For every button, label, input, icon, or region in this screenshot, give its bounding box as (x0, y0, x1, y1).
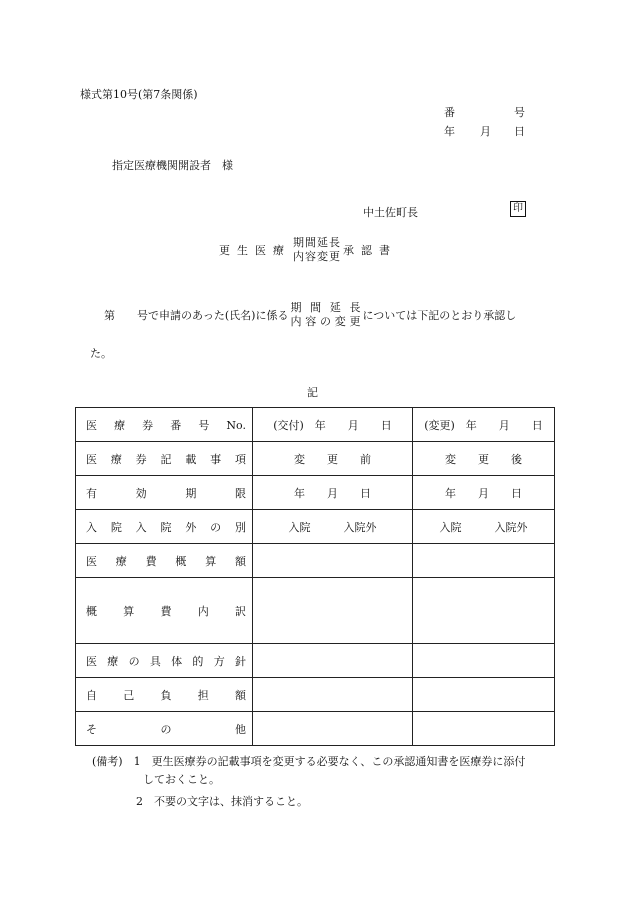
row-value-before (253, 712, 413, 746)
title-stack-top: 期間延長 (293, 236, 341, 249)
row-label-cell (76, 544, 253, 578)
number-suffix: 号 (514, 106, 525, 119)
row-value-after: 変 更 後 (413, 442, 555, 476)
note-2: 2 不要の文字は、抹消すること。 (136, 795, 308, 808)
table-row (76, 578, 555, 644)
row-value-after: 入院 入院外 (413, 510, 555, 544)
title-prefix: 更生医療 (219, 244, 291, 257)
row-label: 概算費内訳 (86, 604, 246, 618)
row-value-before: 入院 入院外 (253, 510, 413, 544)
row-label: 入院入院外の別 (86, 520, 246, 534)
row-value-after: (変更) 年 月 日 (413, 408, 555, 442)
sender-name: 中土佐町長 (363, 206, 418, 219)
title-stack (293, 236, 341, 264)
row-value-before: 年 月 日 (253, 476, 413, 510)
row-label: 自己負担額 (86, 688, 246, 702)
row-label-cell (76, 476, 253, 510)
row-value-before (253, 578, 413, 644)
addressee: 指定医療機関開設者 様 (112, 159, 233, 172)
table-row (76, 442, 555, 476)
row-label: 医療券番号No. (86, 418, 246, 432)
row-value-after (413, 544, 555, 578)
body-stack (290, 301, 360, 329)
table-row (76, 408, 555, 442)
date-month-label: 月 (480, 125, 491, 138)
row-label-cell (76, 678, 253, 712)
row-value-after: 年 月 日 (413, 476, 555, 510)
number-label: 番 (444, 106, 455, 119)
row-value-before: (交付) 年 月 日 (253, 408, 413, 442)
title-suffix: 承認書 (343, 244, 397, 257)
row-label: その他 (86, 722, 246, 736)
row-label-cell (76, 442, 253, 476)
row-value-before (253, 644, 413, 678)
seal-mark: 印 (510, 201, 526, 217)
body-stack-top: 期間延長 (290, 301, 361, 314)
date-year-label: 年 (444, 125, 455, 138)
row-label: 医療費概算額 (86, 554, 246, 568)
row-value-after (413, 578, 555, 644)
table-row (76, 678, 555, 712)
row-value-before (253, 544, 413, 578)
body-part-2: については下記のとおり承認し (362, 309, 517, 322)
row-label-cell (76, 408, 253, 442)
row-label: 医療券記載事項 (86, 452, 246, 466)
row-label: 医療の具体的方針 (86, 654, 246, 668)
approval-table (75, 407, 555, 746)
body-line-2: た。 (90, 347, 112, 360)
row-label: 有効期限 (86, 486, 246, 500)
row-value-after (413, 678, 555, 712)
date-day-label: 日 (514, 125, 525, 138)
row-label-cell (76, 644, 253, 678)
body-part-1: 第 号で申請のあった(氏名)に係る (104, 309, 289, 322)
body-line-1 (104, 301, 516, 329)
table-row (76, 644, 555, 678)
ki-heading: 記 (307, 386, 318, 399)
row-value-after (413, 712, 555, 746)
note-1: (備考) 1 更生医療券の記載事項を変更する必要なく、この承認通知書を医療券に添付 (92, 755, 526, 768)
table-row (76, 712, 555, 746)
row-value-after (413, 644, 555, 678)
table-row (76, 476, 555, 510)
row-value-before (253, 678, 413, 712)
row-label-cell (76, 578, 253, 644)
title-stack-bottom: 内容変更 (293, 250, 341, 263)
body-stack-bottom: 内容の変更 (290, 315, 361, 328)
row-label-cell (76, 712, 253, 746)
row-label-cell (76, 510, 253, 544)
table-row (76, 510, 555, 544)
row-value-before: 変 更 前 (253, 442, 413, 476)
note-1-continued: しておくこと。 (143, 773, 220, 786)
document-title (219, 236, 397, 264)
form-number: 様式第10号(第7条関係) (80, 88, 198, 101)
table-row (76, 544, 555, 578)
